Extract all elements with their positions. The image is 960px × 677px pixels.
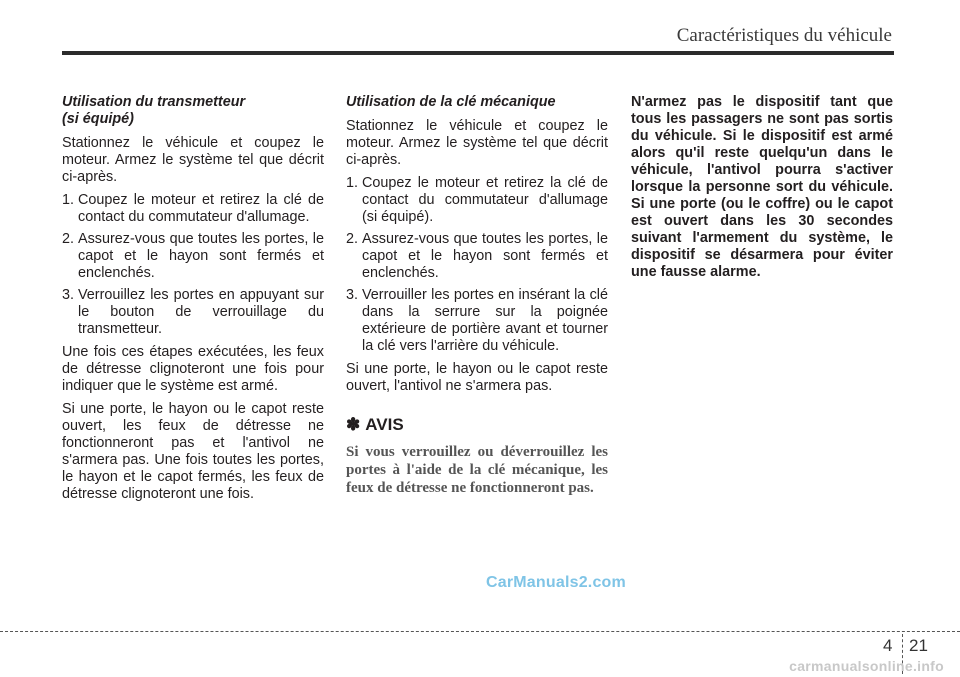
intro-paragraph: Stationnez le véhicule et coupez le moteur. Armez le système tel que décrit ci-après. xyxy=(346,118,608,168)
body-paragraph: Si une porte, le hayon ou le capot reste ouvert, l'antivol ne s'armera pas. xyxy=(346,361,608,394)
step-number: 1. xyxy=(346,175,359,191)
list-item xyxy=(62,287,324,338)
step-text: Assurez-vous que toutes les portes, le capot et le hayon sont fermés et enclenchés. xyxy=(78,231,324,281)
column-warning xyxy=(631,94,893,287)
page-header-title: Caractéristiques du véhicule xyxy=(676,25,892,46)
steps-list xyxy=(346,175,608,355)
list-item xyxy=(62,192,324,226)
avis-note: Si vous verrouillez ou déverrouillez les portes à l'aide de la clé mécanique, les feux de détresse ne fonctionneront pas. xyxy=(346,444,608,496)
step-text: Verrouillez les portes en appuyant sur le bouton de verrouillage du transmetteur. xyxy=(78,287,324,337)
footer-divider xyxy=(0,631,960,632)
list-item xyxy=(346,231,608,282)
page-number: 21 xyxy=(909,636,928,655)
step-number: 2. xyxy=(62,231,75,247)
list-item xyxy=(346,287,608,355)
section-subtitle: Utilisation de la clé mécanique xyxy=(346,94,556,110)
step-text: Verrouiller les portes en insérant la clé dans la serrure sur la poignée extérieure de portière avant et tourner la clé vers l'arrière du véhicule. xyxy=(362,287,608,354)
asterisk-icon: ✽ xyxy=(346,415,361,434)
subtitle-line-1: Utilisation du transmetteur xyxy=(62,94,246,110)
avis-title: AVIS xyxy=(365,415,404,434)
subtitle-line-2: (si équipé) xyxy=(62,111,134,127)
body-paragraph: Si une porte, le hayon ou le capot reste ouvert, les feux de détresse ne fonctionneront pas et l'antivol ne s'armera pas. Une fois toutes les portes, le hayon et le capot fermés, les feux de détresse clignoteront une fois. xyxy=(62,401,324,502)
site-footer-link[interactable]: carmanualsonline.info xyxy=(789,658,944,674)
list-item xyxy=(62,231,324,282)
column-transmitter xyxy=(62,94,324,509)
step-number: 1. xyxy=(62,192,75,208)
steps-list xyxy=(62,192,324,338)
intro-paragraph: Stationnez le véhicule et coupez le moteur. Armez le système tel que décrit ci-après. xyxy=(62,135,324,185)
step-number: 2. xyxy=(346,231,359,247)
step-text: Coupez le moteur et retirez la clé de contact du commutateur d'allumage. xyxy=(78,192,324,225)
chapter-number: 4 xyxy=(883,636,893,655)
header-divider xyxy=(62,51,894,55)
body-paragraph: Une fois ces étapes exécutées, les feux de détresse clignoteront une fois pour indiquer que le système est armé. xyxy=(62,344,324,394)
watermark-link[interactable]: CarManuals2.com xyxy=(486,574,626,591)
list-item xyxy=(346,175,608,226)
step-number: 3. xyxy=(346,287,359,303)
section-subtitle xyxy=(62,94,324,128)
warning-paragraph: N'armez pas le dispositif tant que tous les passagers ne sont pas sortis du véhicule. Si le dispositif est armé alors qu'il reste quelqu'un dans le véhicule, l'antivol pourra s'activer lorsque la personne sort du véhicule. Si une porte (ou le coffre) ou le capot est ouvert dans les 30 secondes suivant l'armement du système, le dispositif se désarmera pour éviter une fausse alarme. xyxy=(631,94,893,280)
step-text: Coupez le moteur et retirez la clé de contact du commutateur d'allumage (si équipé). xyxy=(362,175,608,225)
avis-heading xyxy=(346,415,608,435)
step-text: Assurez-vous que toutes les portes, le capot et le hayon sont fermés et enclenchés. xyxy=(362,231,608,281)
column-mechanical-key xyxy=(346,94,608,503)
step-number: 3. xyxy=(62,287,75,303)
